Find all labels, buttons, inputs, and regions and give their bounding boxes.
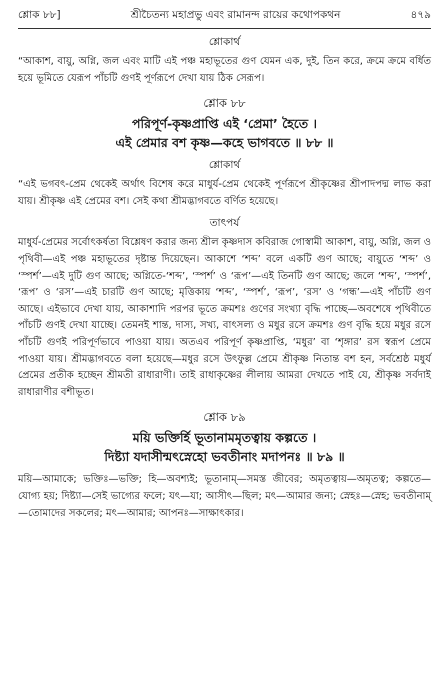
translation-paragraph: “এই ভগবৎ-প্রেম থেকেই অর্থাৎ বিশেষ করে মাধুর্য-প্রেম থেকেই পূর্ণরূপে শ্রীকৃষ্ণের শ্রীপাদপদ্ম লাভ করা যায়। শ্রীকৃষ্ণ এই প্রেমের বশ। সেই কথা শ্রীমদ্ভাগবতে বর্ণিত হয়েছে। [18, 179, 431, 207]
running-header [18, 8, 431, 29]
translation-heading: শ্লোকার্থ [208, 159, 241, 172]
verse-line: পরিপূর্ণ-কৃষ্ণপ্রাপ্তি এই ‘প্রেমা’ হৈতে । [132, 116, 317, 132]
header-chapter-title: শ্রীচৈতন্য মহাপ্রভু এবং রামানন্দ রায়ের কথোপকথন [130, 9, 341, 21]
synonyms-paragraph: ময়ি—আমাকে; ভক্তিঃ—ভক্তি; হি—অবশ্যই; ভূতানাম্—সমস্ত জীবের; অমৃতত্বায়—অমৃতত্ব; কল্পতে—যোগ্য হয়; দিষ্ট্যা—সেই ভাগ্যের ফলে; যৎ—যা; আসীৎ—ছিল; মৎ—আমার জন্য; স্নেহঃ—স্নেহ; ভবতীনাম্—তোমাদের সকলের; মৎ—আমার; আপনঃ—সাক্ষাৎকার। [18, 474, 431, 519]
translation-paragraph: “আকাশ, বায়ু, অগ্নি, জল এবং মাটি এই পঞ্চ মহাভূতের গুণ যেমন এক, দুই, তিন করে, ক্রমে ক্রমে বর্ধিত হয়ে ভূমিতে যেরূপ পাঁচটি গুণই পূর্ণরূপে দেখা যায় ঠিক সেরূপ। [18, 56, 431, 84]
page-number: ৪৭৯ [410, 9, 431, 21]
verse-line: ময়ি ভক্তির্হি ভূতানামমৃতত্বায় কল্পতে । [132, 430, 317, 446]
verse-number: শ্লোক ৮৯ [203, 410, 246, 425]
purport-heading: তাৎপর্য [209, 217, 240, 230]
translation-heading: শ্লোকার্থ [208, 36, 241, 48]
purport-paragraph: মাধুর্য-প্রেমের সর্বোৎকর্ষতা বিশ্লেষণ করার জন্য শ্রীল কৃষ্ণদাস কবিরাজ গোস্বামী আকাশ, বায়ু, অগ্নি, জল ও পৃথিবী—এই পঞ্চ মহাভূতের দৃষ্টান্ত দিয়েছেন। আকাশে ‘শব্দ’ বলে একটি গুণ আছে; বায়ুতে ‘শব্দ’ ও ‘স্পর্শ’—এই দুটি গুণ আছে; অগ্নিতে-‘শব্দ’, ‘স্পর্শ’ ও ‘রূপ’—এই তিনটি গুণ আছে; জলে ‘শব্দ’, ‘স্পর্শ’, ‘রূপ’ ও ‘রস’—এই চারটি গুণ আছে; মৃত্তিকায় ‘শব্দ’, ‘স্পর্শ’, ‘রূপ’, ‘রস’ ও ‘গন্ধ’—এই পাঁচটি গুণ আছে। এইভাবে দেখা যায়, আকাশাদি পরপর ভূতে ক্রমশঃ গুণের সংখ্যা বৃদ্ধি পাচ্ছে—অবশেষে পৃথিবীতে পাঁচটি গুণই দেখা যাচ্ছে। তেমনই শান্ত, দাস্য, সখ্য, বাৎসল্য ও মধুর রসে ক্রমশঃ গুণ বৃদ্ধি হয়ে মধুর রসে পাঁচটি গুণই পরিপূর্ণভাবে পাওয়া যায়। অতএব পরিপূর্ণ কৃষ্ণপ্রাপ্তি, ‘মধুর’ বা ‘শৃঙ্গার’ রস স্বরূপ প্রেমে পাওয়া যায়। শ্রীমদ্ভাগবতে বলা হয়েছে—মধুর রসে উৎফুল্ল প্রেমে শ্রীকৃষ্ণ নিতান্ত বশ হন, সর্বশ্রেষ্ঠ মধুর্য প্রেমের প্রতীক হচ্ছেন শ্রীমতী রাধারাণী। তাই রাধাকৃষ্ণের লীলায় আমরা দেখতে পাই যে, শ্রীকৃষ্ণ সর্বদাই রাধারাণীর বশীভূত। [18, 237, 431, 398]
header-verse-ref: শ্লোক ৮৮] [18, 9, 61, 21]
verse-line: এই প্রেমার বশ কৃষ্ণ—কহে ভাগবতে ॥ ৮৮ ॥ [115, 135, 334, 151]
verse-line: দিষ্ট্যা যদাসীন্মৎস্নেহো ভবতীনাং মদাপনঃ ॥ ৮৯ ॥ [104, 449, 345, 465]
verse-number: শ্লোক ৮৮ [203, 96, 246, 111]
